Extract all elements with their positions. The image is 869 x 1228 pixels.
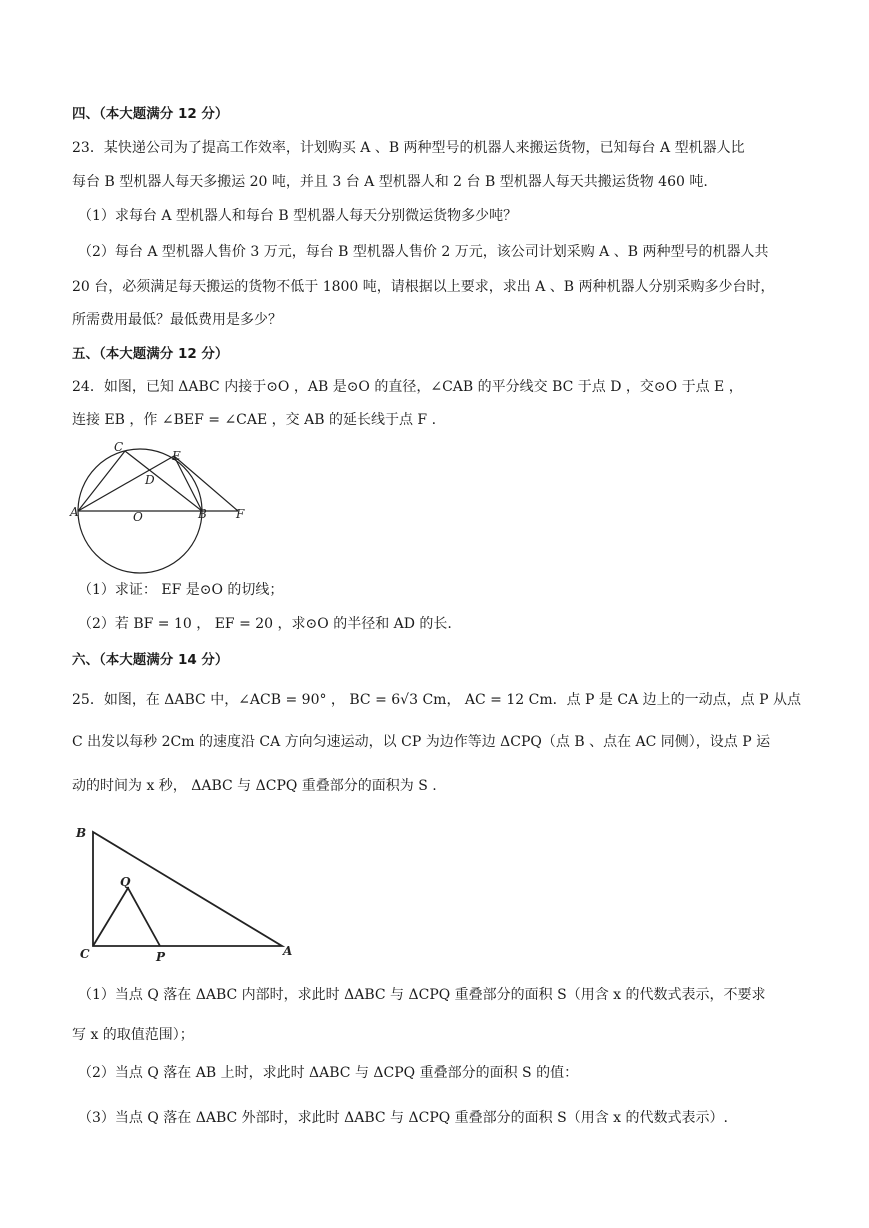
label-q: Q [120, 875, 131, 889]
q25-line-1: 25．如图，在 ΔABC 中，∠ACB = 90° ， BC = 6√3 Cm， AC = 12 Cm．点 P 是 CA 边上的一动点，点 P 从点 [72, 692, 801, 708]
line-cb [125, 451, 202, 511]
label-a: A [283, 944, 293, 958]
q23-line-2: 每台 B 型机器人每天多搬运 20 吨，并且 3 台 A 型机器人和 2 台 B 型机器人每天共搬运货物 460 吨. [72, 174, 708, 190]
label-a: A [70, 505, 79, 519]
section-6-heading: 六、（本大题满分 14 分） [72, 652, 229, 668]
line-ae [78, 456, 174, 511]
q25-part-1-line-1: （1）当点 Q 落在 ΔABC 内部时，求此时 ΔABC 与 ΔCPQ 重叠部分的面积 S（用含 x 的代数式表示，不要求 [78, 987, 766, 1003]
q25-line-3: 动的时间为 x 秒， ΔABC 与 ΔCPQ 重叠部分的面积为 S . [72, 778, 437, 794]
line-ac [78, 451, 125, 511]
label-b: B [198, 507, 207, 521]
line-eb [174, 456, 202, 511]
q23-line-1: 23．某快递公司为了提高工作效率，计划购买 A 、B 两种型号的机器人来搬运货物，已知每台 A 型机器人比 [72, 140, 745, 156]
q23-part-2-line-2: 20 台，必须满足每天搬运的货物不低于 1800 吨，请根据以上要求，求出 A 、B 两种机器人分别采购多少台时， [72, 279, 775, 295]
label-p: P [156, 950, 166, 964]
label-f: F [236, 507, 245, 521]
label-d: D [145, 473, 155, 487]
label-b: B [76, 826, 87, 840]
q24-part-2: （2）若 BF = 10 ， EF = 20 ，求⊙O 的半径和 AD 的长. [78, 616, 452, 632]
q25-line-2: C 出发以每秒 2Cm 的速度沿 CA 方向匀速运动，以 CP 为边作等边 ΔCPQ（点 B 、点在 AC 同侧），设点 P 运 [72, 734, 771, 750]
q23-part-2-line-1: （2）每台 A 型机器人售价 3 万元，每台 B 型机器人售价 2 万元，该公司计划采购 A 、B 两种型号的机器人共 [78, 244, 769, 260]
circle-figure [60, 436, 260, 576]
line-ef [174, 456, 238, 511]
triangle-abc [93, 832, 282, 946]
label-c: C [80, 947, 90, 961]
triangle-cpq [93, 888, 160, 946]
q25-part-1-line-2: 写 x 的取值范围）； [72, 1027, 194, 1043]
section-5-heading: 五、（本大题满分 12 分） [72, 346, 229, 362]
label-e: E [172, 449, 181, 463]
triangle-figure [66, 818, 306, 968]
q25-part-3: （3）当点 Q 落在 ΔABC 外部时，求此时 ΔABC 与 ΔCPQ 重叠部分的面积 S（用含 x 的代数式表示）. [78, 1110, 728, 1126]
q24-part-1: （1）求证： EF 是⊙O 的切线； [78, 582, 284, 598]
q23-part-2-line-3: 所需费用最低？最低费用是多少？ [72, 312, 282, 328]
q23-part-1: （1）求每台 A 型机器人和每台 B 型机器人每天分别微运货物多少吨？ [78, 208, 518, 224]
q24-line-2: 连接 EB ，作 ∠BEF = ∠CAE ，交 AB 的延长线于点 F . [72, 412, 437, 428]
q25-part-2: （2）当点 Q 落在 AB 上时，求此时 ΔABC 与 ΔCPQ 重叠部分的面积 S 的值： [78, 1065, 579, 1081]
section-4-heading: 四、（本大题满分 12 分） [72, 106, 229, 122]
q24-line-1: 24．如图，已知 ΔABC 内接于⊙O ，AB 是⊙O 的直径，∠CAB 的平分线交 BC 于点 D ，交⊙O 于点 E ， [72, 379, 743, 395]
label-o: O [133, 510, 143, 524]
label-c: C [114, 440, 124, 454]
